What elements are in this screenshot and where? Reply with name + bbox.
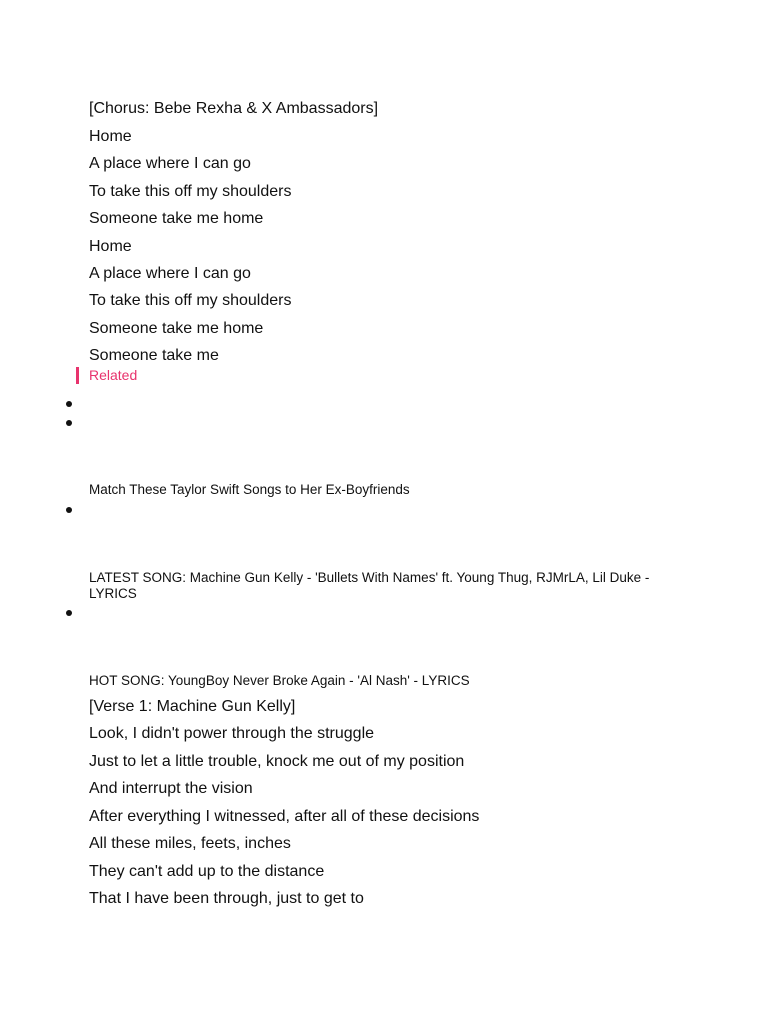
related-heading: Related xyxy=(89,367,138,383)
related-link-latest-song[interactable]: LATEST SONG: Machine Gun Kelly - 'Bullets With Names' ft. Young Thug, RJMrLA, Lil Duke - LYRICS xyxy=(89,570,650,601)
lyric-line: Just to let a little trouble, knock me out of my position xyxy=(89,753,465,770)
lyric-line: Someone take me xyxy=(89,347,219,364)
list-bullet xyxy=(66,401,72,407)
lyric-line: Home xyxy=(89,238,132,255)
lyric-line: Someone take me home xyxy=(89,210,264,227)
lyric-line: Home xyxy=(89,128,132,145)
lyric-line: And interrupt the vision xyxy=(89,780,253,797)
lyric-line: After everything I witnessed, after all of these decisions xyxy=(89,808,480,825)
list-bullet xyxy=(66,610,72,616)
lyric-line: They can't add up to the distance xyxy=(89,863,325,880)
lyric-line: To take this off my shoulders xyxy=(89,183,292,200)
lyric-line: A place where I can go xyxy=(89,155,251,172)
related-accent-bar xyxy=(76,367,79,384)
lyric-line: A place where I can go xyxy=(89,265,251,282)
verse-header-verse-1: [Verse 1: Machine Gun Kelly] xyxy=(89,698,296,715)
verse-header-chorus: [Chorus: Bebe Rexha & X Ambassadors] xyxy=(89,100,379,117)
related-link-hot-song[interactable]: HOT SONG: YoungBoy Never Broke Again - 'Al Nash' - LYRICS xyxy=(89,673,470,688)
lyric-line: That I have been through, just to get to xyxy=(89,890,364,907)
lyric-line: All these miles, feets, inches xyxy=(89,835,291,852)
related-link-taylor-swift-quiz[interactable]: Match These Taylor Swift Songs to Her Ex-Boyfriends xyxy=(89,482,410,497)
lyric-line: Someone take me home xyxy=(89,320,264,337)
lyric-line: Look, I didn't power through the struggle xyxy=(89,725,375,742)
list-bullet xyxy=(66,507,72,513)
list-bullet xyxy=(66,420,72,426)
lyric-line: To take this off my shoulders xyxy=(89,292,292,309)
